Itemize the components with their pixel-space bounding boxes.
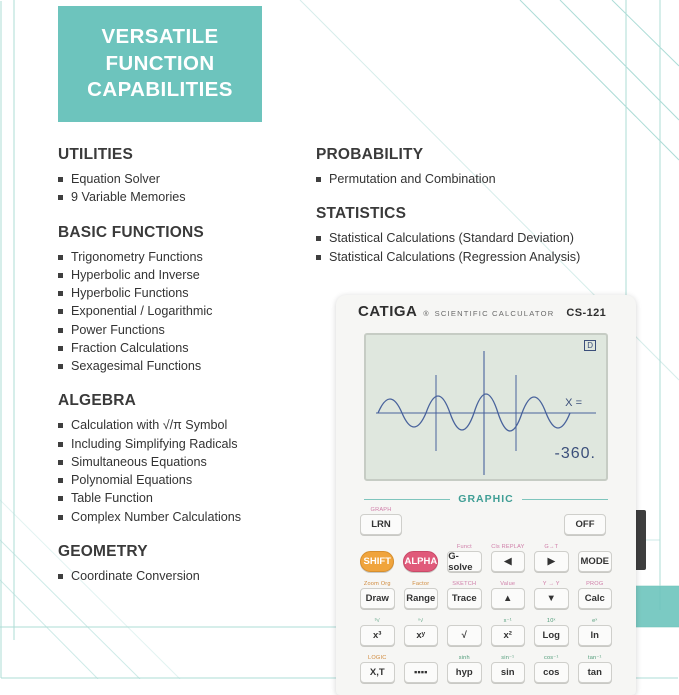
key-secondary-label: sinh: [458, 655, 470, 661]
key-cell: [360, 544, 394, 572]
calculator-key[interactable]: X,T: [360, 662, 395, 683]
list-item: Sexagesimal Functions: [58, 357, 308, 375]
list-item: Hyperbolic and Inverse: [58, 266, 308, 284]
feature-list: [58, 567, 308, 585]
calculator-key[interactable]: Trace: [447, 588, 482, 609]
key-cell: [491, 581, 526, 609]
key-cell: [447, 618, 482, 646]
screen-indicator: D: [584, 340, 596, 351]
list-item: Equation Solver: [58, 170, 308, 188]
key-secondary-label: x⁻¹: [503, 618, 512, 624]
calculator-key[interactable]: SHIFT: [360, 551, 394, 572]
key-secondary-label: Value: [500, 581, 516, 587]
calculator-key[interactable]: ▲: [491, 588, 526, 609]
section-title: UTILITIES: [58, 146, 133, 163]
calculator-key[interactable]: hyp: [447, 662, 482, 683]
content-section: [58, 146, 308, 207]
key-cell: [447, 544, 481, 572]
key-cell: [404, 581, 439, 609]
key-secondary-label: cos⁻¹: [543, 655, 559, 661]
feature-list: [58, 170, 308, 207]
calculator-keypad: [360, 507, 612, 692]
list-item: Table Function: [58, 489, 308, 507]
registered-mark: ®: [423, 311, 429, 318]
list-item: Hyperbolic Functions: [58, 284, 308, 302]
key-secondary-label: SKETCH: [452, 581, 477, 587]
content-section: [58, 392, 308, 526]
key-secondary-label: GRAPH: [370, 507, 392, 513]
keypad-row: [360, 507, 612, 535]
key-cell: [360, 581, 395, 609]
key-cell: [491, 618, 526, 646]
right-column: [316, 146, 676, 283]
key-secondary-label: Cls REPLAY: [491, 544, 525, 550]
list-item: Including Simplifying Radicals: [58, 435, 308, 453]
feature-list: [58, 248, 308, 376]
key-secondary-label: tan⁻¹: [587, 655, 602, 661]
calculator-key[interactable]: √: [447, 625, 482, 646]
key-secondary-label: [404, 655, 439, 662]
calculator-key[interactable]: Calc: [578, 588, 613, 609]
key-cell: [534, 618, 569, 646]
calculator-key[interactable]: ◀: [491, 551, 525, 572]
keypad-row: [360, 544, 612, 572]
calculator-key[interactable]: Draw: [360, 588, 395, 609]
section-title: GEOMETRY: [58, 542, 148, 560]
content-section: [316, 146, 676, 188]
brand-name: CATIGA: [358, 303, 418, 320]
list-item: Permutation and Combination: [316, 170, 676, 188]
list-item: Fraction Calculations: [58, 339, 308, 357]
key-secondary-label: 10ˣ: [546, 618, 556, 624]
badge-title: VERSATILE FUNCTION CAPABILITIES: [87, 25, 233, 102]
key-secondary-label: ˣ√: [418, 618, 424, 624]
section-title: BASIC FUNCTIONS: [58, 223, 204, 241]
keypad-row: [360, 618, 612, 646]
calculator-key[interactable]: ▼: [534, 588, 569, 609]
feature-list: [58, 416, 308, 526]
key-cell: [564, 507, 606, 535]
calculator-key[interactable]: x³: [360, 625, 395, 646]
screen-value: -360.: [554, 445, 596, 462]
key-cell: [404, 618, 439, 646]
key-secondary-label: ³√: [374, 618, 380, 624]
calculator-branding: [358, 303, 624, 320]
key-cell: [578, 581, 613, 609]
key-cell: [403, 544, 438, 572]
key-cell: [491, 544, 525, 572]
key-secondary-label: PROG: [586, 581, 604, 587]
key-secondary-label: [360, 544, 394, 551]
key-cell: [360, 507, 402, 535]
calculator-key[interactable]: ALPHA: [403, 551, 438, 572]
calculator-key[interactable]: ▶: [534, 551, 568, 572]
list-item: Calculation with √/π Symbol: [58, 416, 308, 434]
key-cell: [411, 507, 453, 514]
key-secondary-label: Factor: [412, 581, 430, 587]
key-secondary-label: sin⁻¹: [501, 655, 515, 661]
calculator-key[interactable]: MODE: [578, 551, 612, 572]
brand-subtitle: SCIENTIFIC CALCULATOR: [434, 309, 555, 318]
screen-x-label: X =: [565, 397, 582, 409]
key-secondary-label: [564, 507, 606, 514]
section-title: STATISTICS: [316, 205, 407, 223]
key-secondary-label: Y → Y: [542, 581, 560, 587]
graphic-label-text: GRAPHIC: [458, 493, 514, 505]
key-secondary-label: eˣ: [592, 618, 598, 624]
key-cell: [360, 618, 395, 646]
calculator-key[interactable]: ▪▪▪▪: [404, 662, 439, 683]
key-secondary-label: Zoom Org: [363, 581, 391, 587]
key-cell: [513, 507, 555, 514]
calculator-key[interactable]: ln: [578, 625, 613, 646]
key-cell: [534, 544, 568, 572]
calculator-key[interactable]: OFF: [564, 514, 606, 535]
section-title: ALGEBRA: [58, 392, 137, 410]
key-cell: [447, 581, 482, 609]
key-secondary-label: [447, 618, 482, 625]
content-section: [58, 543, 308, 585]
key-cell: [578, 618, 613, 646]
key-secondary-label: [578, 544, 612, 551]
feature-list: [316, 229, 676, 266]
calculator-key[interactable]: tan: [578, 662, 613, 683]
list-item: Exponential / Logarithmic: [58, 302, 308, 320]
left-column: [58, 146, 308, 602]
calculator-key[interactable]: x²: [491, 625, 526, 646]
feature-list: [316, 170, 676, 188]
key-secondary-label: Funct: [456, 544, 472, 550]
content-section: [58, 224, 308, 376]
key-secondary-label: [403, 544, 438, 551]
calculator-key[interactable]: sin: [491, 662, 526, 683]
list-item: Trigonometry Functions: [58, 248, 308, 266]
calculator-device: [336, 295, 636, 695]
list-item: Simultaneous Equations: [58, 453, 308, 471]
calculator-key[interactable]: xʸ: [404, 625, 439, 646]
key-cell: [462, 507, 504, 514]
calculator-key[interactable]: G-solve: [447, 551, 481, 572]
calculator-key[interactable]: LRN: [360, 514, 402, 535]
key-secondary-label: LOGIC: [368, 655, 387, 661]
divider-right: [522, 499, 608, 500]
key-secondary-label: G→T: [544, 544, 559, 550]
section-title: PROBABILITY: [316, 146, 424, 163]
key-secondary-label: [462, 507, 504, 514]
key-secondary-label: [411, 507, 453, 514]
list-item: Statistical Calculations (Standard Deviation): [316, 229, 676, 247]
divider-left: [364, 499, 450, 500]
content-section: [316, 205, 676, 266]
list-item: Power Functions: [58, 321, 308, 339]
header-badge: [58, 6, 262, 122]
calculator-key[interactable]: cos: [534, 662, 569, 683]
key-cell: [534, 581, 569, 609]
list-item: Coordinate Conversion: [58, 567, 308, 585]
key-cell: [578, 544, 612, 572]
calculator-screen: [364, 333, 608, 481]
brand-model: CS-121: [566, 307, 607, 319]
graphic-section-label: [364, 493, 608, 505]
keypad-row: [360, 581, 612, 609]
list-item: Complex Number Calculations: [58, 508, 308, 526]
calculator-key[interactable]: Log: [534, 625, 569, 646]
list-item: Polynomial Equations: [58, 471, 308, 489]
key-secondary-label: [513, 507, 555, 514]
list-item: Statistical Calculations (Regression Analysis): [316, 248, 676, 266]
list-item: 9 Variable Memories: [58, 188, 308, 206]
calculator-key[interactable]: Range: [404, 588, 439, 609]
